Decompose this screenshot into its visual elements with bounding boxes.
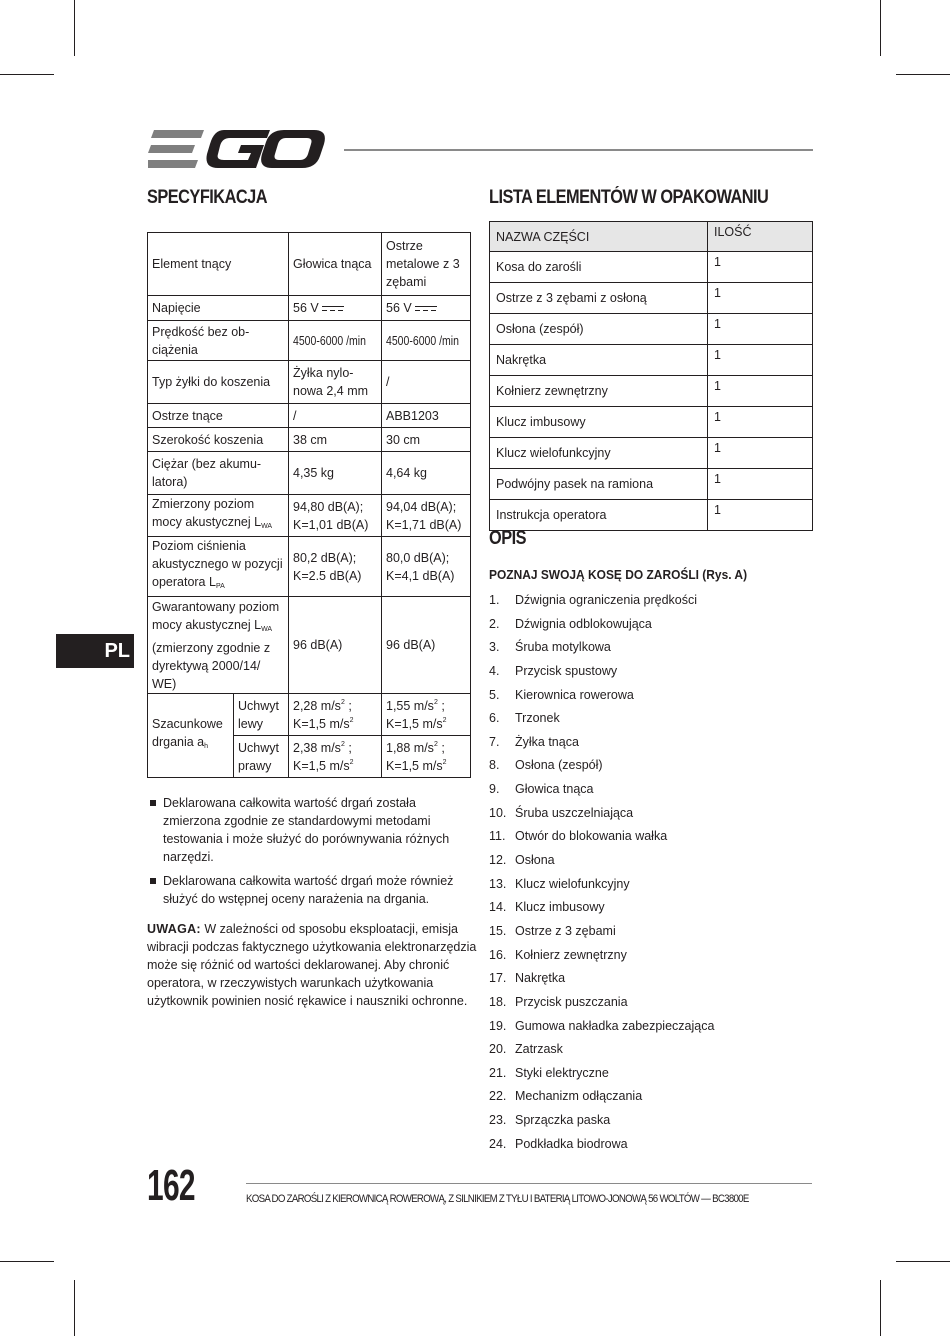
list-item [489,1134,714,1158]
superscript: 2 [442,758,447,766]
list-item [489,874,714,898]
vibration-label: Szacunkowe drgania a [152,717,223,749]
table-row [148,452,471,495]
footer-text: KOSA DO ZAROŚLI Z KIEROWNICĄ ROWEROWĄ, Z SILNIKIEM Z TYŁU I BATERIĄ LITOWO-JONOWĄ 56 WOLTÓW — BC3800E [246,1193,749,1205]
table-cell: / [382,361,471,404]
table-header-row [490,222,813,252]
table-cell: 96 dB(A) [289,597,382,694]
item-text: Przycisk puszczania [515,994,628,1009]
item-text: Osłona [515,853,555,868]
item-text: Śruba motylkowa [515,640,611,655]
item-text: Gumowa nakładka zabezpieczająca [515,1018,715,1033]
table-cell: Napięcie [148,296,289,321]
item-number: 17. [489,971,507,986]
table-cell [148,694,234,778]
item-number: 12. [489,853,507,868]
package-table [489,221,813,531]
spec-table [147,232,471,778]
subscript: WA [261,625,273,633]
part-name: Kołnierz zewnętrzny [490,376,708,407]
superscript: 2 [433,698,438,706]
item-number: 3. [489,640,500,655]
list-item [489,992,714,1016]
table-cell: 1,88 $m/s^2$ ; K=1,5 $m/s^2$ [382,736,471,778]
item-number: 16. [489,947,507,962]
table-row [490,407,813,438]
list-item [489,1039,714,1063]
footer-rule [246,1183,812,1184]
table-cell: ABB1203 [382,404,471,428]
crop-mark [896,1261,950,1262]
column-header-qty: ILOŚĆ [708,222,813,252]
table-cell: 4,64 kg [382,452,471,495]
item-number: 13. [489,876,507,891]
list-item [489,732,714,756]
uncertainty-value: K=1,5 m/s [293,758,350,773]
crop-mark [0,74,54,75]
table-cell: 2,38 $m/s^2$ ; K=1,5 $m/s^2$ [289,736,382,778]
voltage-value: 56 V [293,301,319,315]
list-item [489,685,714,709]
table-cell: Ciężar (bez akumu-latora) [148,452,289,495]
voltage-value: 56 V [386,301,412,315]
table-cell: 96 dB(A) [382,597,471,694]
table-row [148,537,471,597]
crop-mark [880,0,881,56]
item-text: Ostrze z 3 zębami [515,923,616,938]
table-cell: Żyłka nylo-nowa 2,4 mm [289,361,382,404]
item-number: 19. [489,1018,507,1033]
vibration-value: 2,38 m/s [293,740,341,755]
table-cell [148,597,289,694]
item-text: Kołnierz zewnętrzny [515,947,627,962]
vibration-value: 2,28 m/s [293,698,341,713]
part-qty: 1 [708,407,813,438]
table-cell: Typ żyłki do koszenia [148,361,289,404]
part-qty: 1 [708,345,813,376]
table-row [148,361,471,404]
table-row [490,314,813,345]
item-number: 11. [489,829,506,844]
ego-logo [148,130,326,168]
uncertainty-value: K=1,5 m/s [386,758,443,773]
superscript: 2 [349,716,354,724]
table-cell: 1,55 $m/s^2$ ; K=1,5 $m/s^2$ [382,694,471,736]
item-text: Osłona (zespół) [515,758,603,773]
item-number: 9. [489,782,500,797]
table-cell: 94,80 dB(A); K=1,01 dB(A) [289,495,382,537]
item-text: Podkładka biodrowa [515,1136,628,1151]
list-item [489,1016,714,1040]
list-item [489,614,714,638]
part-name: Kosa do zarośli [490,252,708,283]
spec-heading: SPECYFIKACJA [147,187,268,208]
superscript: 2 [340,698,345,706]
table-cell: Uchwyt lewy [234,694,289,736]
item-text: Dźwignia odblokowująca [515,616,652,631]
item-text: Trzonek [515,711,560,726]
uncertainty-value: K=1,5 m/s [293,716,350,731]
table-row [490,500,813,531]
item-text: Głowica tnąca [515,782,594,797]
item-number: 7. [489,734,500,749]
table-cell [148,537,289,597]
item-number: 2. [489,616,500,631]
table-cell: 30 cm [382,428,471,452]
item-text: Klucz imbusowy [515,900,605,915]
table-cell: Głowica tnąca [289,233,382,296]
list-item [489,708,714,732]
item-text: Nakrętka [515,971,566,986]
superscript: 2 [340,740,345,748]
language-tab: PL [56,634,134,668]
table-cell: Element tnący [148,233,289,296]
item-text: Mechanizm odłączania [515,1089,643,1104]
table-cell: Uchwyt prawy [234,736,289,778]
guaranteed-note: (zmierzony zgodnie z dyrektywą 2000/14/ WE) [152,640,271,691]
list-item [489,637,714,661]
item-text: Otwór do blokowania wałka [515,829,668,844]
item-number: 4. [489,663,500,678]
dc-symbol-icon [415,305,437,313]
item-text: Styki elektryczne [515,1065,609,1080]
part-qty: 1 [708,376,813,407]
part-name: Klucz wielofunkcyjny [490,438,708,469]
table-cell: 2,28 $m/s^2$ ; K=1,5 $m/s^2$ [289,694,382,736]
table-cell: 38 cm [289,428,382,452]
crop-mark [74,1280,75,1336]
item-number: 8. [489,758,500,773]
table-cell: 80,2 dB(A); K=2.5 dB(A) [289,537,382,597]
package-heading: LISTA ELEMENTÓW W OPAKOWANIU [489,187,769,208]
list-item [489,803,714,827]
table-row [148,597,471,694]
item-number: 6. [489,711,500,726]
list-item [489,945,714,969]
column-header-name: NAZWA CZĘŚCI [490,222,708,252]
item-number: 10. [489,805,507,820]
warning-paragraph [147,920,477,1010]
table-cell: / [289,404,382,428]
table-cell: Ostrze tnące [148,404,289,428]
header-rule [344,149,813,151]
item-text: Żyłka tnąca [515,734,579,749]
list-item [489,661,714,685]
dc-symbol-icon [322,305,344,313]
description-subheading: POZNAJ SWOJĄ KOSĘ DO ZAROŚLI (Rys. A) [489,567,748,582]
parts-list [489,590,714,1157]
list-item [489,1110,714,1134]
table-cell [382,321,471,361]
item-number: 15. [489,923,507,938]
part-qty: 1 [708,252,813,283]
sound-power-label: Zmierzony poziom mocy akustycznej L [152,497,262,529]
table-row [148,495,471,537]
table-row [148,296,471,321]
description-heading: OPIS [489,528,526,549]
table-row [490,283,813,314]
list-item [489,921,714,945]
item-number: 23. [489,1113,507,1128]
item-text: Zatrzask [515,1042,563,1057]
part-qty: 1 [708,314,813,345]
uncertainty-value: K=1,5 m/s [386,716,443,731]
table-cell: Szerokość koszenia [148,428,289,452]
superscript: 2 [442,716,447,724]
list-item [489,779,714,803]
crop-mark [74,0,75,56]
item-number: 1. [489,593,500,607]
bullet-note: Deklarowana całkowita wartość drgań może również służyć do wstępnej oceny narażenia na drgania. [147,872,472,908]
part-name: Ostrze z 3 zębami z osłoną [490,283,708,314]
table-row [148,428,471,452]
table-cell: Ostrze metalowe z 3 zębami [382,233,471,296]
table-cell [148,495,289,537]
vibration-notes [147,794,472,914]
item-number: 24. [489,1136,507,1151]
table-row [148,321,471,361]
subscript: WA [261,523,273,530]
part-qty: 1 [708,283,813,314]
table-cell [382,296,471,321]
vibration-value: 1,88 m/s [386,740,434,755]
part-qty: 1 [708,500,813,531]
warning-label: UWAGA: [147,922,201,936]
part-qty: 1 [708,469,813,500]
part-name: Instrukcja operatora [490,500,708,531]
sound-pressure-label: Poziom ciśnienia akustycznego w pozycji operatora L [152,539,283,589]
vibration-value: 1,55 m/s [386,698,434,713]
list-item [489,590,714,614]
table-row [490,438,813,469]
table-row [490,252,813,283]
list-item [489,826,714,850]
table-cell [289,296,382,321]
item-text: Przycisk spustowy [515,663,618,678]
superscript: 2 [349,758,354,766]
bullet-note: Deklarowana całkowita wartość drgań została zmierzona zgodnie ze standardowymi metodami testowania i może służyć do porównywania różnych narzędzi. [147,794,472,866]
table-cell: 4,35 kg [289,452,382,495]
speed-value: 4500-6000 /min [293,333,366,348]
table-row [148,404,471,428]
warning-text: W zależności od sposobu eksploatacji, emisja wibracji podczas faktycznego użytkowania elektronarzędzia może się różnić od wartości deklarowanej. Aby chronić operatora, w rzeczywistych warunkach użytkowania użytkownik powinien nosić rękawice i nauszniki ochronne. [147,922,477,1008]
table-row [490,376,813,407]
part-name: Nakrętka [490,345,708,376]
table-cell [289,321,382,361]
crop-mark [896,74,950,75]
item-number: 20. [489,1042,507,1057]
list-item [489,850,714,874]
guaranteed-label: Gwarantowany poziom mocy akustycznej L [152,599,280,632]
table-row [490,345,813,376]
part-name: Podwójny pasek na ramiona [490,469,708,500]
superscript: 2 [433,740,438,748]
page-number: 162 [147,1161,195,1210]
table-cell: 80,0 dB(A); K=4,1 dB(A) [382,537,471,597]
item-number: 14. [489,900,507,915]
item-text: Dźwignia ograniczenia prędkości [515,593,698,607]
list-item [489,1063,714,1087]
item-text: Klucz wielofunkcyjny [515,876,630,891]
item-text: Sprzączka paska [515,1113,611,1128]
item-text: Śruba uszczelniająca [515,805,634,820]
crop-mark [0,1261,54,1262]
subscript: PA [215,583,225,590]
table-cell: 94,04 dB(A); K=1,71 dB(A) [382,495,471,537]
crop-mark [880,1280,881,1336]
table-row [148,694,471,736]
part-name: Osłona (zespół) [490,314,708,345]
item-text: Kierownica rowerowa [515,687,634,702]
speed-value: 4500-6000 /min [386,333,459,348]
subscript: h [204,743,209,750]
item-number: 5. [489,687,500,702]
list-item [489,968,714,992]
table-row [148,233,471,296]
table-row [490,469,813,500]
item-number: 18. [489,994,507,1009]
table-cell: Prędkość bez ob-ciążenia [148,321,289,361]
list-item [489,897,714,921]
part-name: Klucz imbusowy [490,407,708,438]
list-item [489,755,714,779]
list-item [489,1086,714,1110]
item-number: 22. [489,1089,507,1104]
item-number: 21. [489,1065,507,1080]
part-qty: 1 [708,438,813,469]
